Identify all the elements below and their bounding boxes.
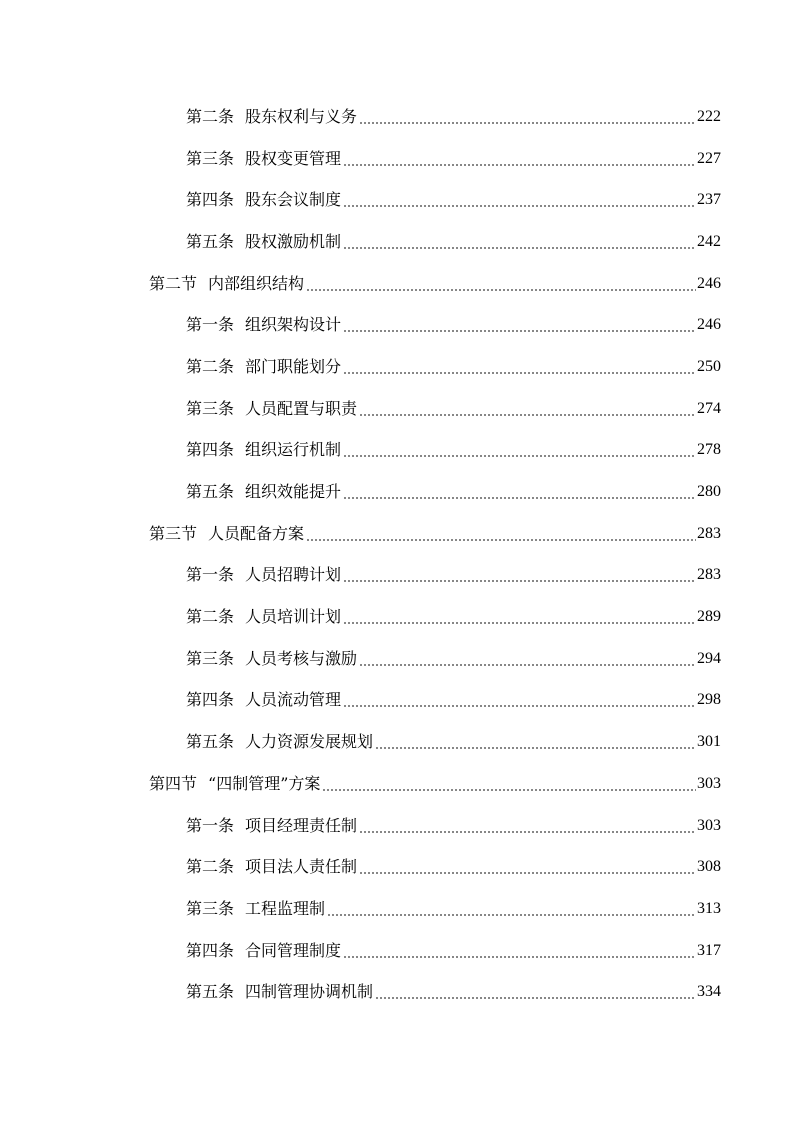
- toc-entry-title: 内部组织结构: [208, 273, 305, 293]
- toc-entry-number: 第五条: [186, 231, 235, 251]
- toc-entry-page: 303: [697, 774, 721, 792]
- toc-section-entry[interactable]: [0, 263, 793, 305]
- toc-entry[interactable]: [0, 471, 793, 513]
- toc-entry-page: 222: [697, 107, 721, 125]
- dot-leader: [343, 565, 696, 585]
- toc-entry-page: 250: [697, 357, 721, 375]
- table-of-contents: [0, 96, 793, 1013]
- toc-entry-page: 301: [697, 733, 721, 751]
- toc-entry-number: 第二条: [186, 106, 235, 126]
- toc-entry-title: 四制管理协调机制: [245, 982, 374, 1002]
- toc-section-entry[interactable]: [0, 513, 793, 555]
- dot-leader: [343, 232, 696, 252]
- toc-entry-number: 第五条: [186, 482, 235, 502]
- toc-entry-page: 242: [697, 232, 721, 250]
- toc-entry-number: 第一条: [186, 565, 235, 585]
- toc-entry-title: 工程监理制: [245, 898, 326, 918]
- toc-entry[interactable]: [0, 304, 793, 346]
- dot-leader: [343, 315, 696, 335]
- toc-entry[interactable]: [0, 596, 793, 638]
- toc-entry-title: 组织架构设计: [245, 315, 342, 335]
- dot-leader: [343, 149, 696, 169]
- toc-entry-number: 第一条: [186, 815, 235, 835]
- toc-entry-number: 第四节: [149, 773, 198, 793]
- toc-entry[interactable]: [0, 888, 793, 930]
- toc-entry-title: 人力资源发展规划: [245, 732, 374, 752]
- toc-entry-title: 股权激励机制: [245, 231, 342, 251]
- dot-leader: [322, 774, 696, 794]
- dot-leader: [343, 607, 696, 627]
- toc-entry-number: 第二节: [149, 273, 198, 293]
- toc-entry-page: 298: [697, 691, 721, 709]
- toc-entry-number: 第四条: [186, 690, 235, 710]
- toc-entry-number: 第一条: [186, 315, 235, 335]
- dot-leader: [359, 107, 696, 127]
- toc-entry[interactable]: [0, 680, 793, 722]
- toc-entry[interactable]: [0, 638, 793, 680]
- toc-entry-title: 部门职能划分: [245, 356, 342, 376]
- toc-entry-page: 283: [697, 524, 721, 542]
- toc-entry-page: 274: [697, 399, 721, 417]
- toc-entry[interactable]: [0, 388, 793, 430]
- dot-leader: [343, 941, 696, 961]
- toc-entry-title: 股东权利与义务: [245, 106, 358, 126]
- toc-entry-title: 组织效能提升: [245, 482, 342, 502]
- dot-leader: [359, 857, 696, 877]
- toc-entry-page: 246: [697, 316, 721, 334]
- toc-entry-number: 第三节: [149, 523, 198, 543]
- dot-leader: [327, 899, 696, 919]
- toc-entry[interactable]: [0, 96, 793, 138]
- toc-entry-number: 第四条: [186, 940, 235, 960]
- toc-entry-page: 246: [697, 274, 721, 292]
- toc-entry-number: 第五条: [186, 982, 235, 1002]
- toc-entry-title: 项目经理责任制: [245, 815, 358, 835]
- dot-leader: [343, 690, 696, 710]
- toc-entry-page: 294: [697, 649, 721, 667]
- toc-entry-number: 第四条: [186, 440, 235, 460]
- toc-entry[interactable]: [0, 971, 793, 1013]
- dot-leader: [343, 482, 696, 502]
- toc-entry[interactable]: [0, 346, 793, 388]
- dot-leader: [343, 357, 696, 377]
- toc-entry-number: 第二条: [186, 356, 235, 376]
- toc-entry[interactable]: [0, 138, 793, 180]
- toc-entry-title: 合同管理制度: [245, 940, 342, 960]
- dot-leader: [359, 649, 696, 669]
- toc-entry[interactable]: [0, 930, 793, 972]
- toc-section-entry[interactable]: [0, 763, 793, 805]
- toc-entry-number: 第二条: [186, 607, 235, 627]
- toc-entry-page: 303: [697, 816, 721, 834]
- toc-entry[interactable]: [0, 721, 793, 763]
- toc-entry-title: 人员流动管理: [245, 690, 342, 710]
- toc-entry-number: 第五条: [186, 732, 235, 752]
- dot-leader: [375, 732, 696, 752]
- toc-entry-title: 组织运行机制: [245, 440, 342, 460]
- toc-entry-page: 308: [697, 858, 721, 876]
- dot-leader: [359, 399, 696, 419]
- toc-entry[interactable]: [0, 430, 793, 472]
- toc-entry-title: 项目法人责任制: [245, 857, 358, 877]
- toc-entry-number: 第三条: [186, 148, 235, 168]
- dot-leader: [359, 816, 696, 836]
- toc-entry-page: 289: [697, 608, 721, 626]
- toc-entry-page: 334: [697, 983, 721, 1001]
- toc-entry-number: 第三条: [186, 398, 235, 418]
- toc-entry-number: 第三条: [186, 898, 235, 918]
- toc-entry-title: 人员培训计划: [245, 607, 342, 627]
- toc-entry[interactable]: [0, 846, 793, 888]
- dot-leader: [343, 190, 696, 210]
- toc-entry[interactable]: [0, 221, 793, 263]
- toc-entry-page: 280: [697, 483, 721, 501]
- toc-entry[interactable]: [0, 805, 793, 847]
- toc-entry-title: 股权变更管理: [245, 148, 342, 168]
- toc-entry-number: 第三条: [186, 648, 235, 668]
- dot-leader: [306, 274, 696, 294]
- toc-entry-number: 第四条: [186, 190, 235, 210]
- toc-entry-page: 317: [697, 941, 721, 959]
- toc-entry-page: 237: [697, 191, 721, 209]
- dot-leader: [375, 982, 696, 1002]
- toc-entry[interactable]: [0, 555, 793, 597]
- toc-entry-title: 人员配置与职责: [245, 398, 358, 418]
- toc-entry-page: 283: [697, 566, 721, 584]
- dot-leader: [306, 524, 696, 544]
- toc-entry-title: 股东会议制度: [245, 190, 342, 210]
- dot-leader: [343, 440, 696, 460]
- toc-entry[interactable]: [0, 179, 793, 221]
- toc-entry-number: 第二条: [186, 857, 235, 877]
- toc-entry-title: 人员招聘计划: [245, 565, 342, 585]
- toc-entry-page: 313: [697, 899, 721, 917]
- toc-entry-page: 278: [697, 441, 721, 459]
- toc-entry-title: 人员配备方案: [208, 523, 305, 543]
- toc-entry-page: 227: [697, 149, 721, 167]
- toc-entry-title: 人员考核与激励: [245, 648, 358, 668]
- toc-entry-title: “四制管理”方案: [208, 773, 321, 793]
